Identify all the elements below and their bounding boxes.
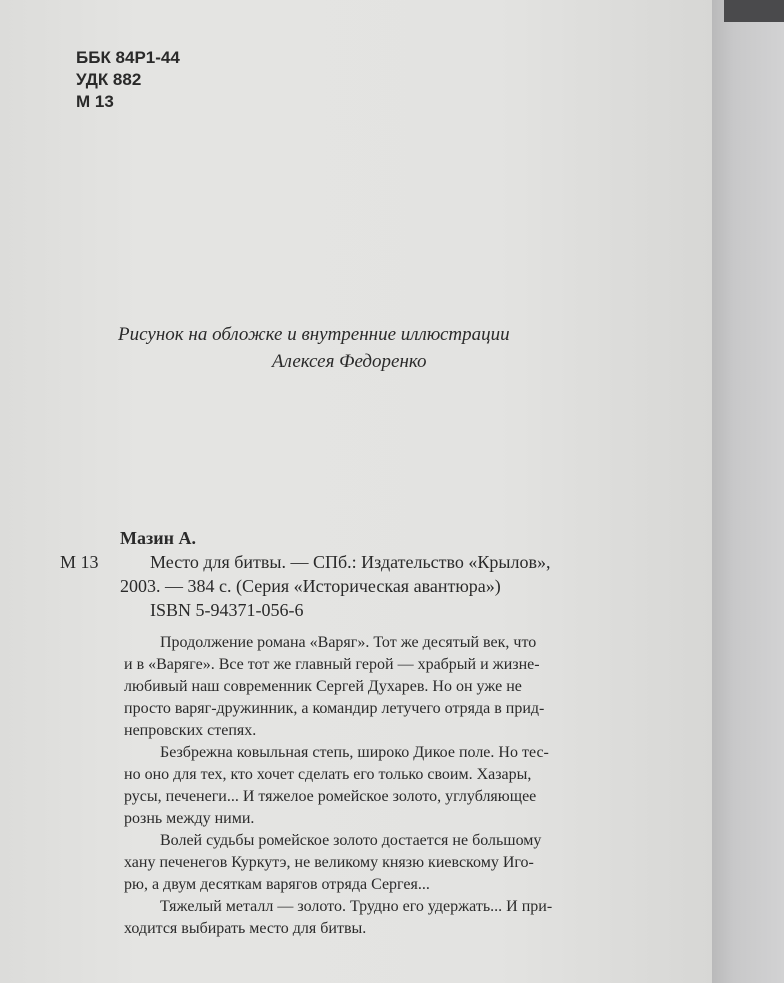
bbk-code: ББК 84Р1-44 xyxy=(76,48,180,67)
annotation-line: но оно для тех, кто хочет сделать его только своим. Хазары, xyxy=(124,766,532,783)
credits-line-2: Алексея Федоренко xyxy=(272,351,427,372)
annotation-line: просто варяг-дружинник, а командир летучего отряда в прид- xyxy=(124,700,545,717)
annotation-line: хану печенегов Куркутэ, не великому князю киевскому Иго- xyxy=(124,854,534,871)
author-mark-code: М 13 xyxy=(76,92,114,111)
annotation-line: любивый наш современник Сергей Духарев. Но он уже не xyxy=(124,678,522,695)
catalog-isbn: ISBN 5-94371-056-6 xyxy=(150,600,304,620)
catalog-mark: М 13 xyxy=(60,552,99,572)
catalog-series-line: 2003. — 384 с. (Серия «Историческая авантюра») xyxy=(120,576,501,596)
annotation-line: рознь между ними. xyxy=(124,810,255,827)
annotation-line: рю, а двум десяткам варягов отряда Сергея... xyxy=(124,876,430,893)
annotation-line: непровских степях. xyxy=(124,722,257,739)
annotation-line: Продолжение романа «Варяг». Тот же десятый век, что xyxy=(160,634,537,651)
adjacent-page-edge xyxy=(712,0,784,983)
catalog-author: Мазин А. xyxy=(120,528,196,548)
annotation-line: Безбрежна ковыльная степь, широко Дикое поле. Но тес- xyxy=(160,744,549,761)
annotation-line: и в «Варяге». Все тот же главный герой — храбрый и жизне- xyxy=(124,656,540,673)
annotation-line: русы, печенеги... И тяжелое ромейское золото, углубляющее xyxy=(124,788,537,805)
udk-code: УДК 882 xyxy=(76,70,142,89)
annotation-line: ходится выбирать место для битвы. xyxy=(124,920,367,937)
credits-line-1: Рисунок на обложке и внутренние иллюстрации xyxy=(118,324,510,345)
annotation-line: Тяжелый металл — золото. Трудно его удержать... И при- xyxy=(160,898,553,915)
background-shadow xyxy=(724,0,784,22)
catalog-title-line: Место для битвы. — СПб.: Издательство «Крылов», xyxy=(150,552,551,572)
annotation-line: Волей судьбы ромейское золото достается не большому xyxy=(160,832,542,849)
